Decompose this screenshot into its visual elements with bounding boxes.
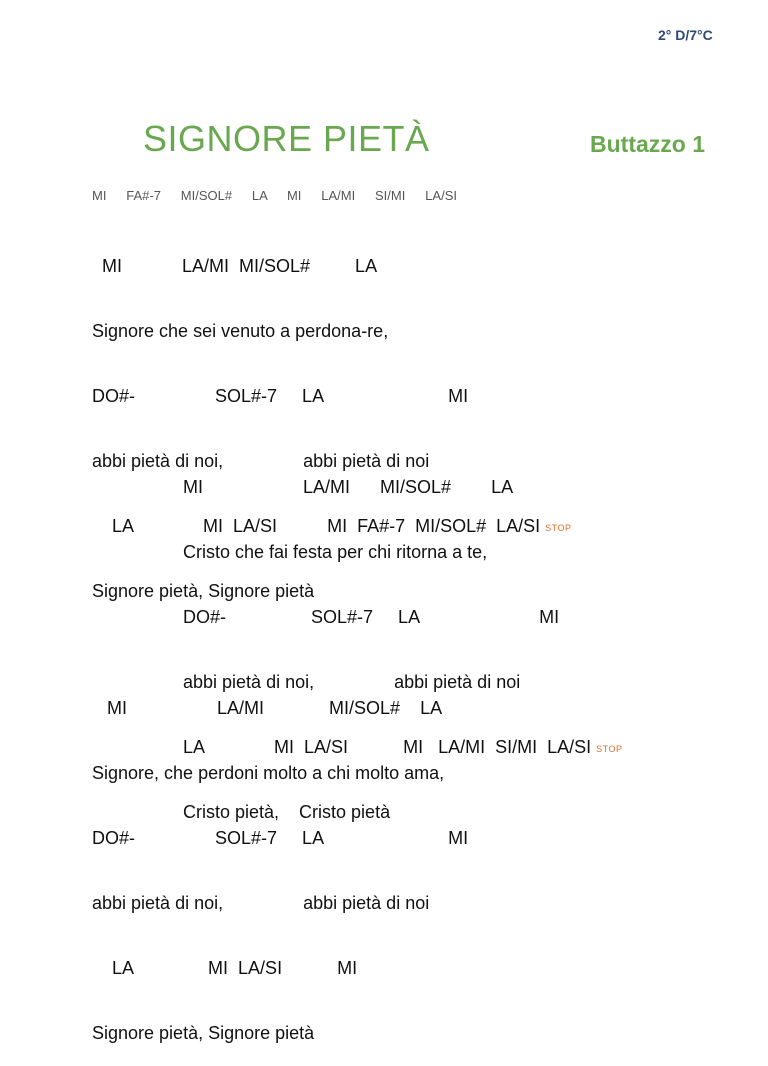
- chord-text: LA MI LA/SI MI LA/MI SI/MI LA/SI: [183, 737, 592, 757]
- chord-line: DO#- SOL#-7 LA MI: [92, 828, 469, 848]
- lyric-line: abbi pietà di noi, abbi pietà di noi: [183, 672, 521, 692]
- chord-text: LA MI LA/SI MI FA#-7 MI/SOL# LA/SI: [92, 516, 541, 536]
- lyric-line: abbi pietà di noi, abbi pietà di noi: [92, 893, 430, 913]
- lyric-line: Signore pietà, Signore pietà: [92, 1023, 315, 1043]
- chord-line: DO#- SOL#-7 LA MI: [92, 386, 469, 406]
- chord-line: LA MI LA/SI MI: [92, 958, 358, 978]
- chord-line: DO#- SOL#-7 LA MI: [183, 607, 560, 627]
- chord-line: MI LA/MI MI/SOL# LA: [92, 698, 443, 718]
- stop-marker: STOP: [545, 523, 572, 533]
- lyric-line: Signore, che perdoni molto a chi molto ama,: [92, 763, 445, 783]
- document-tag: 2° D/7°C: [658, 27, 713, 43]
- lyric-line: abbi pietà di noi, abbi pietà di noi: [92, 451, 430, 471]
- chord-line: MI LA/MI MI/SOL# LA: [92, 256, 378, 276]
- lyric-line: Cristo che fai festa per chi ritorna a te,: [183, 542, 488, 562]
- stanza-3: [92, 658, 468, 1066]
- lyric-line: Cristo pietà, Cristo pietà: [183, 802, 391, 822]
- chord-line: MI LA/MI MI/SOL# LA: [183, 477, 514, 497]
- lyric-line: Signore pietà, Signore pietà: [92, 581, 315, 601]
- intro-chords: MI FA#-7 MI/SOL# LA MI LA/MI SI/MI LA/SI: [92, 188, 457, 203]
- lyric-line: Signore che sei venuto a perdona-re,: [92, 321, 389, 341]
- song-title: SIGNORE PIETÀ: [143, 118, 430, 159]
- song-author: Buttazzo 1: [590, 131, 705, 157]
- stop-marker: STOP: [596, 744, 623, 754]
